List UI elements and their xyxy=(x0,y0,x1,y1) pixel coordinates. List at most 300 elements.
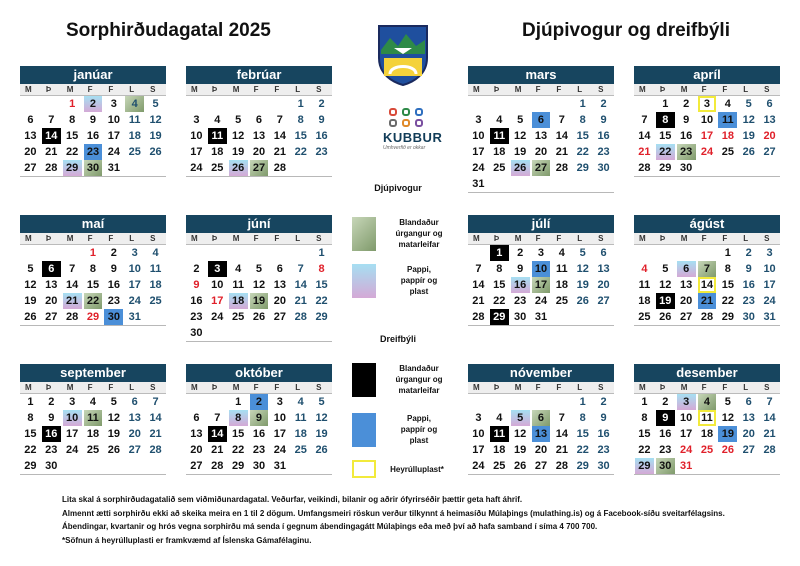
day-cell: 8 xyxy=(27,412,34,424)
day-cell: 23 xyxy=(677,144,696,160)
weekday-label: L xyxy=(577,234,583,243)
day-cell: 4 xyxy=(724,98,731,110)
day-cell: 17 xyxy=(107,130,120,142)
day-cell: 23 xyxy=(107,295,120,307)
day-cell: 21 xyxy=(698,293,717,309)
day-cell: 30 xyxy=(252,460,266,472)
day-cell: 9 xyxy=(193,279,200,291)
weekday-label: M xyxy=(680,234,688,243)
day-cell: 6 xyxy=(532,410,551,426)
day-cell: 3 xyxy=(276,396,283,408)
day-cell: 3 xyxy=(131,247,138,259)
day-cell: 2 xyxy=(110,247,117,259)
day-cell: 14 xyxy=(698,277,717,293)
day-cell: 14 xyxy=(149,412,162,424)
day-cell: 18 xyxy=(86,428,100,440)
empty-cell xyxy=(63,458,82,474)
empty-cell xyxy=(490,394,509,410)
day-cell: 4 xyxy=(125,96,144,112)
day-cell: 3 xyxy=(475,412,482,424)
day-cell: 21 xyxy=(763,428,776,440)
day-cell: 4 xyxy=(496,114,503,126)
empty-cell xyxy=(270,96,289,112)
empty-cell xyxy=(573,176,592,192)
month-february xyxy=(186,66,332,177)
day-cell: 6 xyxy=(193,412,200,424)
weekday-label: F xyxy=(701,234,707,243)
empty-cell xyxy=(573,309,592,325)
weekday-header xyxy=(634,233,780,245)
day-cell: 23 xyxy=(252,444,266,456)
weekday-header xyxy=(20,84,166,96)
day-cell: 8 xyxy=(656,112,675,128)
day-cell: 15 xyxy=(66,130,79,142)
day-cell: 30 xyxy=(742,311,755,323)
day-cell: 21 xyxy=(211,444,224,456)
day-cell: 7 xyxy=(152,396,159,408)
empty-cell xyxy=(635,96,654,112)
day-cell: 23 xyxy=(742,295,755,307)
day-cell: 26 xyxy=(149,146,162,158)
empty-cell xyxy=(125,160,144,176)
day-cell: 6 xyxy=(276,263,283,275)
legend-swatch-yellow xyxy=(352,460,376,478)
day-cell: 10 xyxy=(763,263,776,275)
day-cell: 15 xyxy=(576,428,589,440)
day-grid xyxy=(468,245,614,326)
month-september xyxy=(20,364,166,475)
weekday-label: F xyxy=(722,383,728,392)
footer-notes xyxy=(62,493,725,547)
day-cell: 12 xyxy=(315,412,328,424)
day-cell: 15 xyxy=(721,279,734,291)
day-cell: 28 xyxy=(472,311,485,323)
legend-label-blue: Pappi, pappír og plast xyxy=(400,414,438,445)
day-cell: 12 xyxy=(721,412,734,424)
weekday-label: M xyxy=(232,383,240,392)
day-cell: 22 xyxy=(493,295,506,307)
weekday-label: F xyxy=(87,383,93,392)
day-cell: 11 xyxy=(556,263,568,275)
day-cell: 30 xyxy=(680,162,693,174)
day-cell: 23 xyxy=(659,444,672,456)
weekday-label: M xyxy=(25,85,32,94)
day-cell: 15 xyxy=(315,279,328,291)
day-cell: 20 xyxy=(45,295,58,307)
day-cell: 4 xyxy=(698,394,717,410)
day-cell: 27 xyxy=(250,160,269,176)
month-april xyxy=(634,66,780,177)
empty-cell xyxy=(760,458,779,474)
weekday-label: F xyxy=(274,234,280,243)
day-cell: 29 xyxy=(721,311,734,323)
weekday-label: M xyxy=(191,234,198,243)
empty-cell xyxy=(291,160,310,176)
day-cell: 31 xyxy=(273,460,286,472)
day-cell: 9 xyxy=(48,412,55,424)
day-grid xyxy=(468,394,614,475)
empty-cell xyxy=(187,245,206,261)
footer-line-4: *Söfnun á heyrúlluplasti er framkvæmd af Íslenska Gámafélaginu. xyxy=(62,535,312,545)
day-cell: 16 xyxy=(107,279,120,291)
empty-cell xyxy=(532,394,551,410)
weekday-label: S xyxy=(316,85,322,94)
day-cell: 10 xyxy=(700,114,714,126)
legend-label-blend: Blandaður úrgangur og matarleifar xyxy=(395,218,443,249)
day-cell: 30 xyxy=(597,162,610,174)
day-cell: 23 xyxy=(190,311,203,323)
weekday-label: M xyxy=(680,85,688,94)
day-cell: 25 xyxy=(86,444,100,456)
day-cell: 1 xyxy=(579,98,586,110)
weekday-label: Þ xyxy=(211,234,218,243)
day-cell: 1 xyxy=(69,98,76,110)
day-cell: 29 xyxy=(24,460,37,472)
day-cell: 28 xyxy=(555,460,568,472)
weekday-label: S xyxy=(150,234,156,243)
day-cell: 17 xyxy=(66,428,79,440)
day-cell: 30 xyxy=(514,311,527,323)
legend-title-dreifbyli: Dreifbýli xyxy=(379,334,416,344)
month-name: ágúst xyxy=(634,215,780,233)
month-name: september xyxy=(20,364,166,382)
weekday-label: M xyxy=(514,234,522,243)
empty-cell xyxy=(250,245,269,261)
weekday-label: S xyxy=(598,234,604,243)
day-grid xyxy=(186,394,332,475)
day-cell: 19 xyxy=(149,130,162,142)
day-cell: 23 xyxy=(315,146,328,158)
day-cell: 26 xyxy=(721,444,734,456)
day-cell: 28 xyxy=(66,311,79,323)
day-cell: 27 xyxy=(45,311,58,323)
day-cell: 11 xyxy=(490,426,509,442)
day-cell: 14 xyxy=(638,130,651,142)
day-cell: 25 xyxy=(638,311,651,323)
day-cell: 21 xyxy=(472,295,485,307)
day-cell: 10 xyxy=(63,410,82,426)
day-cell: 20 xyxy=(252,146,266,158)
weekday-label: F xyxy=(701,85,707,94)
day-cell: 13 xyxy=(45,279,58,291)
weekday-label: M xyxy=(232,234,240,243)
day-cell: 9 xyxy=(600,412,607,424)
empty-cell xyxy=(739,160,758,176)
weekday-label: M xyxy=(473,234,480,243)
day-cell: 13 xyxy=(742,412,755,424)
weekday-label: S xyxy=(598,85,604,94)
day-cell: 9 xyxy=(517,263,524,275)
empty-cell xyxy=(250,96,269,112)
day-cell: 21 xyxy=(294,295,307,307)
day-cell: 13 xyxy=(252,130,266,142)
day-cell: 18 xyxy=(294,428,307,440)
day-cell: 6 xyxy=(27,114,34,126)
day-cell: 1 xyxy=(641,396,648,408)
day-cell: 25 xyxy=(555,295,568,307)
kubbur-mark-icon xyxy=(389,108,431,127)
day-cell: 17 xyxy=(700,130,714,142)
empty-cell xyxy=(718,458,737,474)
day-cell: 10 xyxy=(128,263,141,275)
month-name: janúar xyxy=(20,66,166,84)
weekday-label: M xyxy=(191,383,198,392)
kubbur-name: KUBBUR xyxy=(383,130,443,145)
day-cell: 23 xyxy=(597,444,610,456)
day-cell: 28 xyxy=(555,162,568,174)
empty-cell xyxy=(760,160,779,176)
weekday-label: S xyxy=(764,383,770,392)
weekday-label: Þ xyxy=(659,85,666,94)
empty-cell xyxy=(291,458,310,474)
day-cell: 2 xyxy=(193,263,200,275)
day-grid xyxy=(634,394,780,475)
empty-cell xyxy=(21,96,40,112)
day-cell: 20 xyxy=(190,444,203,456)
day-cell: 21 xyxy=(45,146,58,158)
day-cell: 30 xyxy=(597,460,610,472)
day-cell: 22 xyxy=(66,146,79,158)
day-cell: 1 xyxy=(89,247,97,259)
day-cell: 24 xyxy=(211,311,224,323)
weekday-label: M xyxy=(232,85,240,94)
day-cell: 2 xyxy=(683,98,690,110)
day-cell: 3 xyxy=(537,247,545,259)
day-cell: 1 xyxy=(662,98,669,110)
day-cell: 2 xyxy=(662,396,669,408)
empty-cell xyxy=(312,160,331,176)
day-cell: 29 xyxy=(315,311,328,323)
empty-cell xyxy=(291,245,310,261)
empty-cell xyxy=(677,245,696,261)
empty-cell xyxy=(250,325,269,341)
weekday-label: L xyxy=(577,383,583,392)
empty-cell xyxy=(469,96,488,112)
empty-cell xyxy=(552,96,571,112)
day-cell: 26 xyxy=(659,311,672,323)
weekday-label: M xyxy=(25,234,32,243)
day-cell: 21 xyxy=(555,444,568,456)
day-cell: 7 xyxy=(698,261,717,277)
empty-cell xyxy=(490,176,509,192)
weekday-label: F xyxy=(535,383,541,392)
day-cell: 6 xyxy=(532,112,551,128)
day-cell: 12 xyxy=(742,114,755,126)
day-cell: 6 xyxy=(131,396,138,408)
day-cell: 19 xyxy=(576,279,589,291)
day-cell: 16 xyxy=(597,130,610,142)
empty-cell xyxy=(312,325,331,341)
weekday-label: Þ xyxy=(211,383,218,392)
day-cell: 26 xyxy=(315,444,328,456)
day-cell: 1 xyxy=(490,245,509,261)
day-cell: 5 xyxy=(745,98,752,110)
day-cell: 28 xyxy=(149,444,162,456)
day-cell: 10 xyxy=(211,279,224,291)
day-cell: 28 xyxy=(211,460,224,472)
day-cell: 31 xyxy=(128,311,141,323)
month-name: mars xyxy=(468,66,614,84)
weekday-label: Þ xyxy=(211,85,218,94)
day-cell: 1 xyxy=(318,247,325,259)
empty-cell xyxy=(698,160,717,176)
day-cell: 8 xyxy=(579,114,586,126)
day-cell: 12 xyxy=(149,114,162,126)
day-cell: 6 xyxy=(745,396,752,408)
day-cell: 11 xyxy=(698,410,717,426)
day-cell: 29 xyxy=(576,460,589,472)
day-cell: 29 xyxy=(232,460,245,472)
day-cell: 20 xyxy=(534,444,548,456)
weekday-label: M xyxy=(639,234,646,243)
day-cell: 30 xyxy=(190,327,203,339)
weekday-label: M xyxy=(66,234,74,243)
day-cell: 13 xyxy=(24,130,37,142)
day-cell: 4 xyxy=(641,263,648,275)
empty-cell xyxy=(208,325,227,341)
weekday-label: L xyxy=(743,383,749,392)
day-cell: 15 xyxy=(24,428,37,440)
empty-cell xyxy=(532,96,551,112)
day-cell: 18 xyxy=(211,146,224,158)
weekday-label: F xyxy=(535,234,541,243)
kubbur-logo xyxy=(383,108,443,151)
day-cell: 7 xyxy=(214,412,221,424)
day-cell: 24 xyxy=(472,162,485,174)
day-cell: 9 xyxy=(89,114,97,126)
day-cell: 14 xyxy=(555,428,568,440)
month-november xyxy=(468,364,614,475)
day-cell: 24 xyxy=(763,295,776,307)
day-cell: 28 xyxy=(700,311,714,323)
day-cell: 18 xyxy=(721,130,734,142)
day-cell: 19 xyxy=(656,293,675,309)
month-name: júní xyxy=(186,215,332,233)
day-cell: 13 xyxy=(534,130,548,142)
day-cell: 13 xyxy=(128,412,141,424)
day-cell: 7 xyxy=(297,263,304,275)
day-cell: 3 xyxy=(475,114,482,126)
day-cell: 18 xyxy=(493,146,506,158)
day-cell: 27 xyxy=(532,160,551,176)
day-grid xyxy=(20,245,166,326)
day-cell: 13 xyxy=(532,426,551,442)
day-cell: 30 xyxy=(104,309,123,325)
day-cell: 22 xyxy=(232,444,245,456)
weekday-label: F xyxy=(108,234,114,243)
day-cell: 18 xyxy=(638,295,651,307)
day-cell: 15 xyxy=(576,130,589,142)
day-cell: 17 xyxy=(273,428,286,440)
day-cell: 30 xyxy=(45,460,58,472)
weekday-label: M xyxy=(639,85,646,94)
day-cell: 17 xyxy=(128,279,141,291)
day-cell: 1 xyxy=(724,247,731,259)
weekday-label: Þ xyxy=(493,85,500,94)
weekday-label: F xyxy=(108,383,114,392)
weekday-header xyxy=(186,382,332,394)
weekday-label: F xyxy=(722,234,728,243)
day-cell: 21 xyxy=(555,146,568,158)
day-grid xyxy=(468,96,614,193)
day-cell: 5 xyxy=(152,98,159,110)
day-cell: 4 xyxy=(297,396,304,408)
day-cell: 5 xyxy=(110,396,117,408)
day-cell: 8 xyxy=(69,114,76,126)
month-march xyxy=(468,66,614,193)
day-cell: 6 xyxy=(766,98,773,110)
day-cell: 16 xyxy=(597,428,610,440)
day-cell: 22 xyxy=(84,293,103,309)
day-cell: 2 xyxy=(600,98,607,110)
day-cell: 27 xyxy=(273,311,286,323)
day-cell: 17 xyxy=(190,146,203,158)
day-cell: 17 xyxy=(472,146,485,158)
day-cell: 12 xyxy=(107,412,120,424)
day-cell: 6 xyxy=(600,247,607,259)
weekday-header xyxy=(468,233,614,245)
weekday-label: M xyxy=(514,383,522,392)
day-cell: 26 xyxy=(511,160,530,176)
day-cell: 30 xyxy=(84,160,103,176)
day-cell: 13 xyxy=(763,114,776,126)
day-cell: 2 xyxy=(600,396,607,408)
day-cell: 25 xyxy=(232,311,245,323)
weekday-label: F xyxy=(556,383,562,392)
day-cell: 27 xyxy=(680,311,693,323)
empty-cell xyxy=(635,245,654,261)
day-cell: 11 xyxy=(208,128,227,144)
day-cell: 2 xyxy=(745,247,752,259)
day-cell: 24 xyxy=(190,162,203,174)
day-cell: 13 xyxy=(190,428,203,440)
day-cell: 19 xyxy=(24,295,37,307)
day-cell: 4 xyxy=(496,412,503,424)
day-cell: 25 xyxy=(721,146,734,158)
day-cell: 26 xyxy=(514,460,527,472)
day-cell: 7 xyxy=(48,114,55,126)
weekday-label: M xyxy=(66,383,74,392)
empty-cell xyxy=(187,394,206,410)
day-cell: 31 xyxy=(680,460,693,472)
location-title: Djúpivogur og dreifbýli xyxy=(522,20,730,41)
day-cell: 4 xyxy=(235,263,242,275)
day-cell: 21 xyxy=(273,146,286,158)
day-cell: 27 xyxy=(763,146,776,158)
day-cell: 26 xyxy=(229,160,248,176)
weekday-label: F xyxy=(274,85,280,94)
day-cell: 1 xyxy=(27,396,34,408)
weekday-header xyxy=(186,84,332,96)
day-cell: 22 xyxy=(576,444,589,456)
weekday-label: M xyxy=(191,85,198,94)
empty-cell xyxy=(490,96,509,112)
weekday-label: S xyxy=(316,234,322,243)
weekday-header xyxy=(634,382,780,394)
day-cell: 17 xyxy=(211,295,224,307)
day-grid xyxy=(186,96,332,177)
day-cell: 10 xyxy=(532,261,551,277)
day-cell: 18 xyxy=(229,293,248,309)
day-cell: 10 xyxy=(472,428,485,440)
day-cell: 9 xyxy=(656,410,675,426)
day-cell: 12 xyxy=(252,279,266,291)
day-cell: 9 xyxy=(318,114,325,126)
empty-cell xyxy=(552,309,571,325)
empty-cell xyxy=(552,394,571,410)
empty-cell xyxy=(146,309,165,325)
weekday-label: L xyxy=(295,234,301,243)
